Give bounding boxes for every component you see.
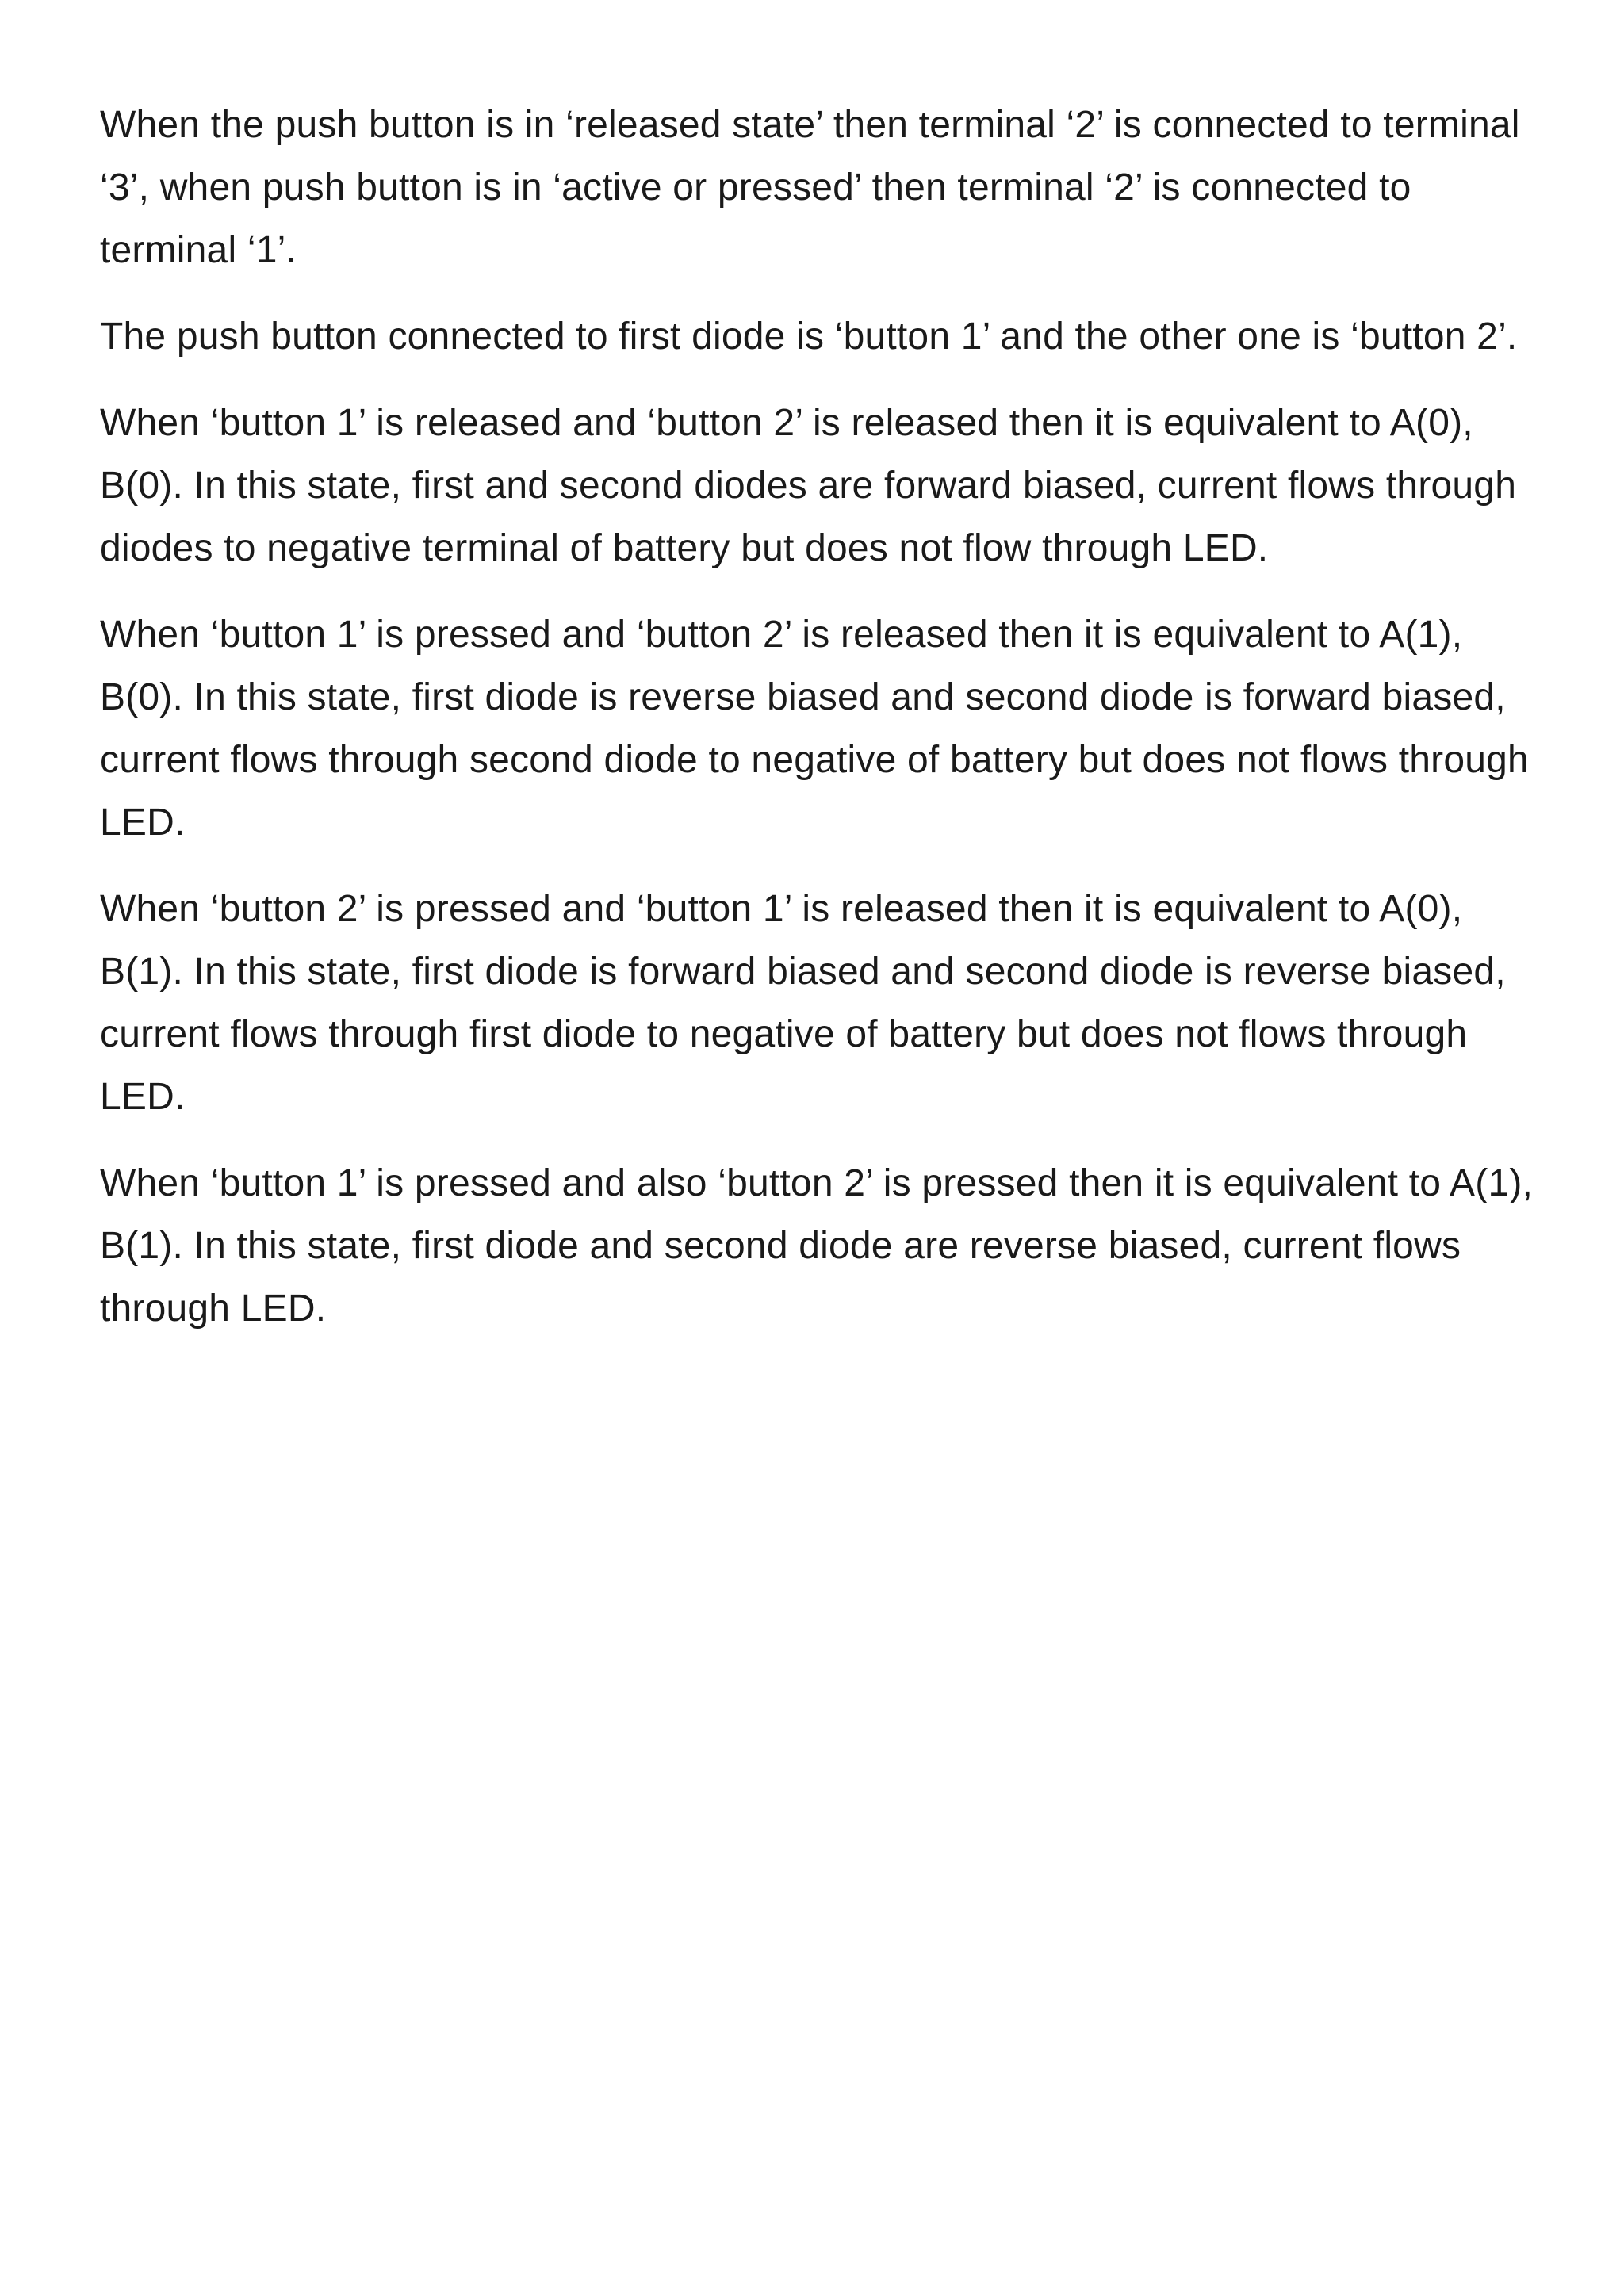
document-body xyxy=(100,94,1535,1364)
paragraph-button-naming: The push button connected to first diode is ‘button 1’ and the other one is ‘button 2’. xyxy=(100,316,1518,358)
paragraph-state-a0-b0: When ‘button 1’ is released and ‘button 2’ is released then it is equivalent to A(0), B(0). In this state, first and second diodes are forward biased, current flows through diodes to negative terminal of battery but does not flow through LED. xyxy=(100,402,1517,569)
paragraph-state-a0-b1: When ‘button 2’ is pressed and ‘button 1’ is released then it is equivalent to A(0), B(1). In this state, first diode is forward biased and second diode is reverse biased, current flows through first diode to negative of battery but does not flows through LED. xyxy=(100,888,1506,1118)
paragraph-state-a1-b1: When ‘button 1’ is pressed and also ‘button 2’ is pressed then it is equivalent to A(1), B(1). In this state, first diode and second diode are reverse biased, current flows through LED. xyxy=(100,1162,1534,1330)
paragraph-state-a1-b0: When ‘button 1’ is pressed and ‘button 2’ is released then it is equivalent to A(1), B(0). In this state, first diode is reverse biased and second diode is forward biased, current flows through second diode to negative of battery but does not flows through LED. xyxy=(100,614,1529,844)
paragraph-terminal-connections: When the push button is in ‘released state’ then terminal ‘2’ is connected to terminal ‘3’, when push button is in ‘active or pressed’ then terminal ‘2’ is connected to terminal ‘1’. xyxy=(100,104,1520,271)
